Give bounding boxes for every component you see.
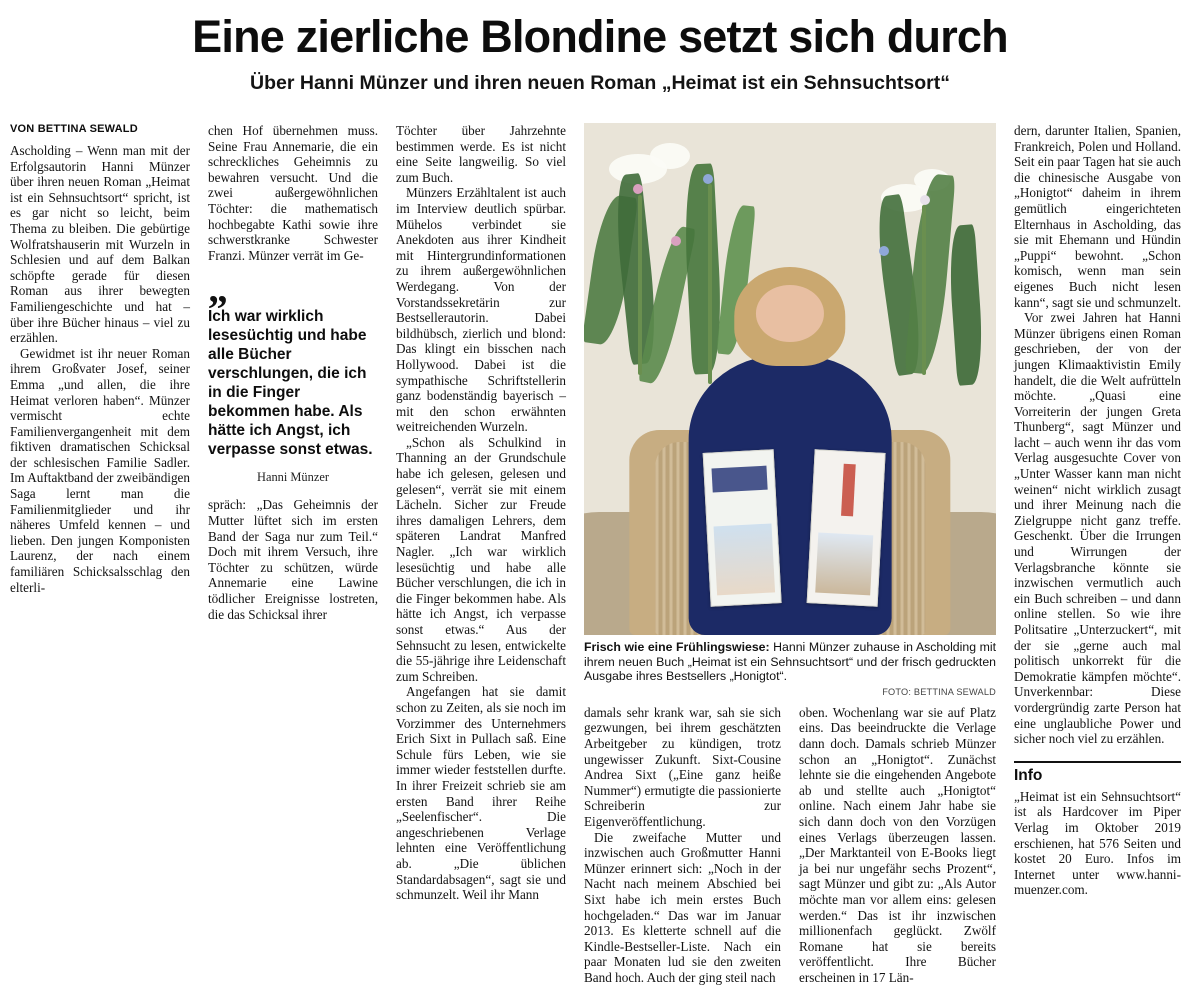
column-4 <box>575 123 1005 985</box>
article-byline: VON BETTINA SEWALD <box>10 123 138 135</box>
leaf-shape <box>946 225 985 387</box>
article-subheading: Über Hanni Münzer und ihren neuen Roman „Heimat ist ein Sehnsuchtsort“ <box>250 72 950 95</box>
article-columns <box>10 123 1190 985</box>
column-4a <box>584 705 781 985</box>
pull-quote-text: Ich war wirklich lesesüchtig und habe alle Bücher verschlungen, die ich in die Finger bekommen habe. Als hätte ich Angst, ich verpasse sonst etwas. <box>208 308 373 459</box>
flower-shape <box>879 246 889 256</box>
article-photo-block <box>584 123 996 697</box>
info-box <box>1014 761 1181 898</box>
pull-quote <box>208 266 378 459</box>
paragraph: oben. Wochenlang war sie auf Platz eins. Das beeindruckte die Verlage dann doch. Damals schrieb Münzer schon an „Honigtot“. Zunächst lehnte sie die eingehenden Angebote ab und stellte auch „Honigtot“ online. Nach einem Jahr habe sie sich dann doch von den Vorzügen eines Verlags überzeugen lassen. „Der Marktanteil von E-Books liegt ja bei nur ungefähr sechs Prozent“, sagt Münzer und gibt zu: „Als Autor möchte man vor allem eins: gelesen werden.“ Das ist ihr inzwischen millionenfach geglückt. Zwölf Romane hat sie bereits veröffentlicht. Ihre Bücher erscheinen in 17 Län- <box>799 704 996 985</box>
paragraph: chen Hof übernehmen muss. Seine Frau Annemarie, die ein schreckliches Geheimnis zu bewahren versucht. Und die zwei außergewöhnlichen Töchter: die mathematisch hochbegabte Kathi sowie ihre schwerstkranke Schwester Franzi. Münzer verrät im Ge- <box>208 123 378 263</box>
paragraph: Töchter über Jahrzehnte bestimmen werde. Es ist nicht eine Seite langweilig. So viel zum Buch. <box>396 123 566 185</box>
info-box-title: Info <box>1014 766 1043 784</box>
flower-shape <box>671 236 681 246</box>
paragraph: spräch: „Das Geheimnis der Mutter lüftet sich im ersten Band der Saga nur zum Teil.“ Doch mit ihrem Versuch, ihre Töchter zu schützen, würde Annemarie eine Lawine tödlicher Ereignisse lostreten, die das Schicksal ihrer <box>208 497 378 622</box>
photo-caption-text: Hanni Münzer zuhause in Ascholding mit ihrem neuen Buch „Heimat ist ein Sehnsuchtsort“ und der frisch gedruckten Ausgabe ihres Bestsellers „Honigtot“. <box>584 640 996 684</box>
paragraph: damals sehr krank war, sah sie sich gezwungen, bei ihrem geschätzten Arbeitgeber zu kündigen, trotz ungewisser Zukunft. Sixt-Cousine Andrea Sixt („Eine ganz heiße Nummer“) ermutigte die passionierte Schreiberin zur Eigenveröffentlichung. <box>584 704 781 829</box>
cloud-shape <box>650 143 690 169</box>
person-figure <box>675 256 906 635</box>
paragraph: Gewidmet ist ihr neuer Roman ihrem Großvater Josef, seiner Emma „und allen, die ihre Heimat verloren haben“. Münzer vermischt echte Familienvergangenheit mit dem fiktiven dramatischen Schicksal der schlesischen Familie Sadler. Im Auftaktband der zweibändigen Saga lernt man die Familienmitglieder und ihr näheres Umfeld kennen – und lieben. Den jungen Komponisten Laurenz, der nach einem familiären Schicksalsschlag den elterli- <box>10 345 190 595</box>
book-cover-image <box>713 523 775 596</box>
paragraph: dern, darunter Italien, Spanien, Frankreich, Polen und Holland. Seit ein paar Tagen hat sie auch die chinesische Ausgabe von „Honigtot“ daheim in ihrem gemütlich eingerichteten Elternhaus in Ascholding, das sie mit Ehemann und Hündin „Puppi“ bewohnt. „Schon komisch, wenn man sein eigenes Buch nicht lesen kann“, sagt sie und schmunzelt. <box>1014 123 1182 310</box>
column-1 <box>10 123 199 953</box>
hair-shape <box>735 267 846 366</box>
paragraph: Ascholding – Wenn man mit der Erfolgsautorin Hanni Münzer über ihren neuen Roman „Heimat ist ein Sehnsuchtsort“ spricht, ist es gar nicht so leicht, beim Thema zu bleiben. Die gebürtige Wolfratshauserin mit Wurzeln in Schlesien und auf dem Balkan schöpfte gerade für diesen Roman aus ihrer bewegten Familiengeschichte und hat – über ihre Bücher hinaus – viel zu erzählen. <box>10 143 190 346</box>
paragraph: Angefangen hat sie damit schon zu Zeiten, als sie noch im Vorzimmer des Unternehmers Erich Sixt in Pullach saß. Eine Schule fürs Leben, wie sie immer wieder feststellen durfte. In ihrer Freizeit schrieb sie am ersten Band ihrer Reihe „Seelenfischer“. Die angeschriebenen Verlage lehnten eine Veröffentlichung ab. „Die üblichen Standardabsagen“, sagt sie und schmunzelt. Weil ihr Mann <box>396 684 566 903</box>
column-3 <box>387 123 575 953</box>
stalk-shape <box>922 205 926 375</box>
book-title-band <box>712 466 769 493</box>
stalk-shape <box>638 195 642 375</box>
paragraph: „Schon als Schulkind in Thanning an der Grundschule habe ich gelesen, gelesen und gelesen“, verrät sie mit einem Lächeln. Sicher zur Freude ihres damaligen Lehrers, dem späteren Landrat Manfred Nagler. „Ich war wirklich lesesüchtig und habe alle Bücher verschlungen, die ich in die Finger bekommen habe. Als hätte ich Angst, ich verpasse sonst etwas.“ Aus der Sehnsucht zu lesen, entwickelte die 55-jährige ihre Leidenschaft zum Schreiben. <box>396 434 566 684</box>
photo-caption-lead: Frisch wie eine Frühlingswiese: <box>584 640 770 654</box>
photo-caption <box>584 640 996 684</box>
column-2 <box>199 123 387 953</box>
book-title-band <box>841 464 856 516</box>
photo-below-columns <box>584 705 996 985</box>
paragraph: Münzers Erzähltalent ist auch im Interview deutlich spürbar. Mühelos verbindet sie Anekdoten aus ihrer Kindheit mit Hintergrundinformationen zu ihrem außergewöhnlichen Werdegang. Von der Vorstandssekretärin zur Bestsellerautorin. Dabei bildhübsch, zierlich und blond: Das klingt ein bisschen nach Hollywood. Dabei ist die sympathische Schriftstellerin ganz bodenständig bayerisch – mit den schon erwähnten weitreichenden Wurzeln. <box>396 185 566 435</box>
paragraph: Die zweifache Mutter und inzwischen auch Großmutter Hanni Münzer erinnert sich: „Noch in der Nacht nach meinem Abschied bei Sixt habe ich mein erstes Buch hochgeladen.“ Das war im Januar 2013. Es kletterte schnell auf die Kindle-Bestseller-Liste. Nach ein paar Monaten lud sie den zweiten Band hoch. Auch der ging steil nach <box>584 829 781 985</box>
column-5 <box>1005 123 1190 953</box>
author-portrait-with-books <box>584 123 996 635</box>
book-cover-heimat <box>703 449 782 606</box>
book-cover-image <box>816 533 874 596</box>
flower-shape <box>920 195 930 205</box>
column-4b <box>799 705 996 985</box>
photo-credit: FOTO: BETTINA SEWALD <box>882 686 996 697</box>
page-title: Eine zierliche Blondine setzt sich durch <box>192 11 1008 62</box>
book-cover-honigtot-chinese <box>807 449 886 606</box>
paragraph: Vor zwei Jahren hat Hanni Münzer übrigens einen Roman geschrieben, der von der jungen Klimaaktivistin Emily handelt, die die Welt aufrütteln möchte. „Quasi eine Vorreiterin der jungen Greta Thunberg“, sagt Münzer und lacht – auch wenn ihr das vom Verlag ausgesuchte Cover von „Unter Wasser kann man nicht weinen“ nicht wirklich zusagt und ihrer Meinung nach die Zielgruppe nicht ganz treffe. Geschenkt. Über die Irrungen und Wirrungen der Verlagsbranche könnte sie inzwischen vermutlich auch ein Buch schreiben – und dann online stellen. So wie ihre Politsatire „Unterzuckert“, mit der sie „gerne auch mal politisch unkorrekt für die Demokratie kämpfen möchte“. Unverkennbar: Diese vordergründig zarte Person hat eine unglaubliche Power und sicher noch viel zu erzählen. <box>1014 310 1181 747</box>
pull-quote-attribution: Hanni Münzer <box>257 470 329 485</box>
quote-mark-icon: „ <box>208 266 228 312</box>
headline-block <box>0 0 1200 95</box>
info-box-text: „Heimat ist ein Sehnsuchtsort“ ist als Hardcover im Piper Verlag im Oktober 2019 erschienen, hat 576 Seiten und kostet 20 Euro. Infos im Internet unter www.hanni-muenzer.com. <box>1014 788 1181 898</box>
